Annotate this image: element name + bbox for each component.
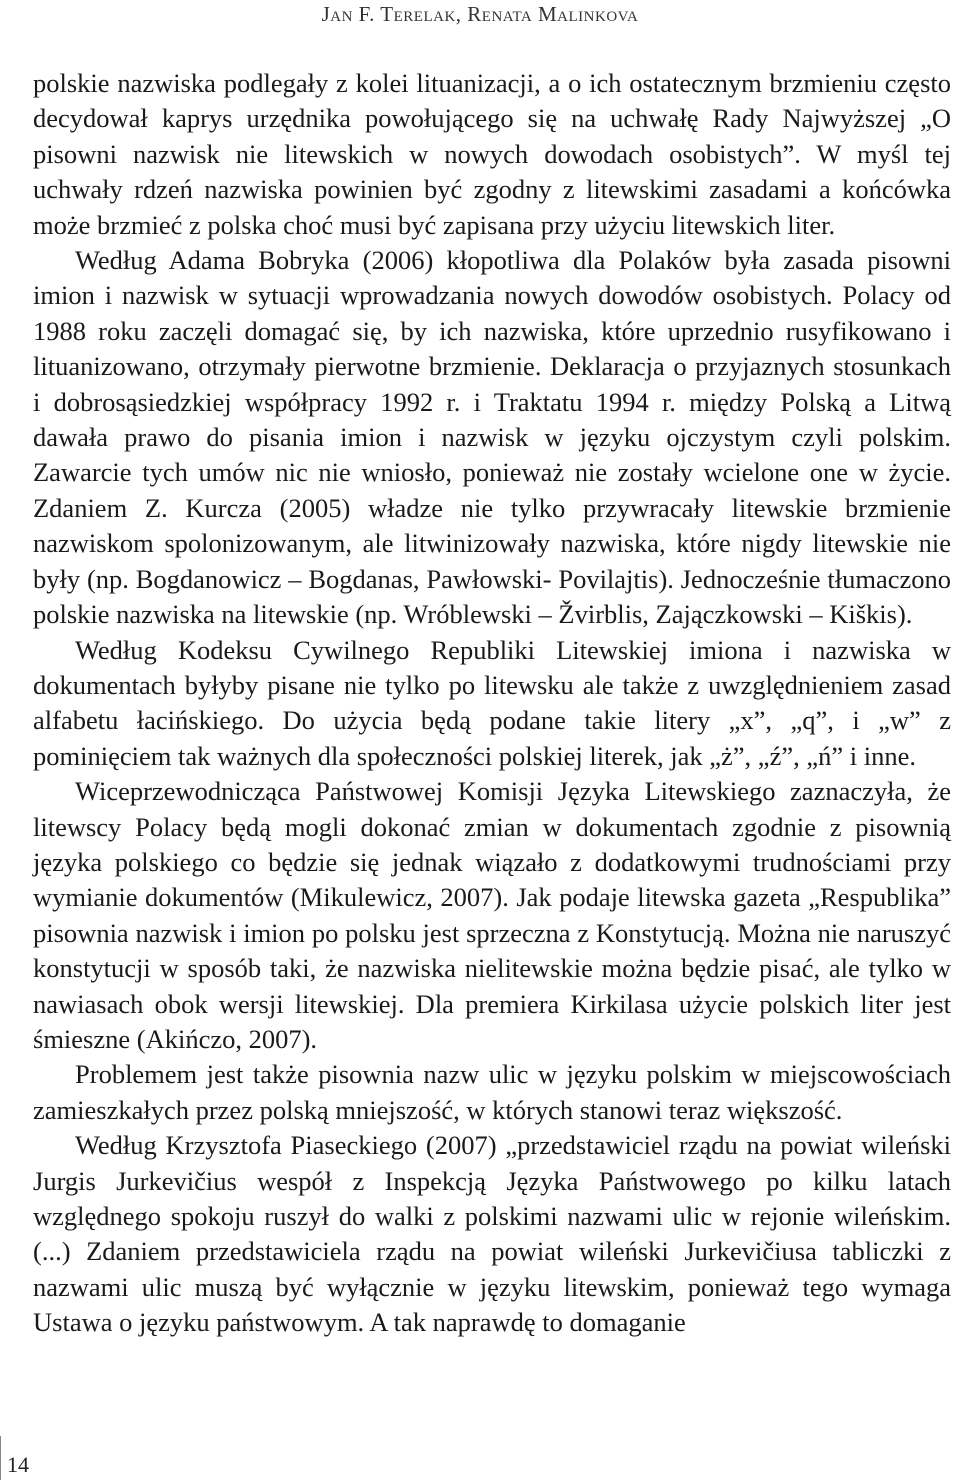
paragraph-1: polskie nazwiska podlegały z kolei lituanizacji, a o ich ostatecznym brzmieniu często decydował kaprys urzędnika powołującego się na uchwałę Rady Najwyższej „O pisowni nazwisk nie litewskich w nowych dowodach osobistych”. W myśl tej uchwały rdzeń nazwiska powinien być zgodny z litewskimi zasadami a końcówka może brzmieć z polska choć musi być zapisana przy użyciu litewskich liter. bbox=[33, 68, 951, 240]
article-body bbox=[33, 66, 951, 1341]
running-header: Jan F. Terelak, Renata Malinkova bbox=[321, 2, 639, 26]
paragraph-3: Według Kodeksu Cywilnego Republiki Litewskiej imiona i nazwiska w dokumentach byłyby pisane nie tylko po litewsku ale także z uwzględnieniem zasad alfabetu łacińskiego. Do użycia będą podane takie litery „x”, „q”, i „w” z pominięciem tak ważnych dla społeczności polskiej literek, jak „ż”, „ź”, „ń” i inne. bbox=[33, 634, 951, 771]
paragraph-6: Według Krzysztofa Piaseckiego (2007) „przedstawiciel rządu na powiat wileński Jurgis Jurkevičius wespół z Inspekcją Języka Państwowego po kilku latach względnego spokoju ruszył do walki z polskimi nazwami ulic w rejonie wileńskim. (...) Zdaniem przedstawiciela rządu na powiat wileński Jurkevičiusa tabliczki z nazwami ulic muszą być wyłącznie w języku litewskim, ponieważ tego wymaga Ustawa o języku państwowym. A tak naprawdę to domaganie bbox=[33, 1130, 951, 1338]
paragraph-2: Według Adama Bobryka (2006) kłopotliwa dla Polaków była zasada pisowni imion i nazwisk w sytuacji wprowadzania nowych dowodów osobistych. Polacy od 1988 roku zaczęli domagać się, by ich nazwiska, które uprzednio rusyfikowano i lituanizowano, otrzymały pierwotne brzmienie. Deklaracja o przyjaznych stosunkach i dobrosąsiedzkiej współpracy 1992 r. i Traktatu 1994 r. między Polską a Litwą dawała prawo do pisania imion i nazwisk w języku ojczystym czyli polskim. Zawarcie tych umów nic nie wniosło, ponieważ nie zostały wcielone one w życie. Zdaniem Z. Kurcza (2005) władze nie tylko przywracały litewskie brzmienie nazwiskom spolonizowanym, ale litwinizowały nazwiska, które nigdy litewskie nie były (np. Bogdanowicz – Bogdanas, Pawłowski- Povilajtis). Jednocześnie tłumaczono polskie nazwiska na litewskie (np. Wróblewski – Žvirblis, Zajączkowski – Kiškis). bbox=[33, 245, 951, 630]
page-number: 14 bbox=[7, 1452, 29, 1477]
margin-rule bbox=[0, 1436, 1, 1480]
paragraph-4: Wiceprzewodnicząca Państwowej Komisji Języka Litewskiego zaznaczyła, że litewscy Polacy będą mogli dokonać zmian w dokumentach zgodnie z pisownią języka polskiego co będzie się jednak wiązało z dodatkowymi trudnościami przy wymianie dokumentów (Mikulewicz, 2007). Jak podaje litewska gazeta „Respublika” pisownia nazwisk i imion po polsku jest sprzeczna z Konstytucją. Można nie naruszyć konstytucji w sposób taki, że nazwiska nielitewskie można będzie pisać, ale tylko w nawiasach obok wersji litewskiej. Dla premiera Kirkilasa użycie polskich liter jest śmieszne (Akińczo, 2007). bbox=[33, 776, 951, 1054]
paragraph-5: Problemem jest także pisownia nazw ulic w języku polskim w miejscowościach zamieszkałych przez polską mniejszość, w których stanowi teraz większość. bbox=[33, 1059, 951, 1125]
